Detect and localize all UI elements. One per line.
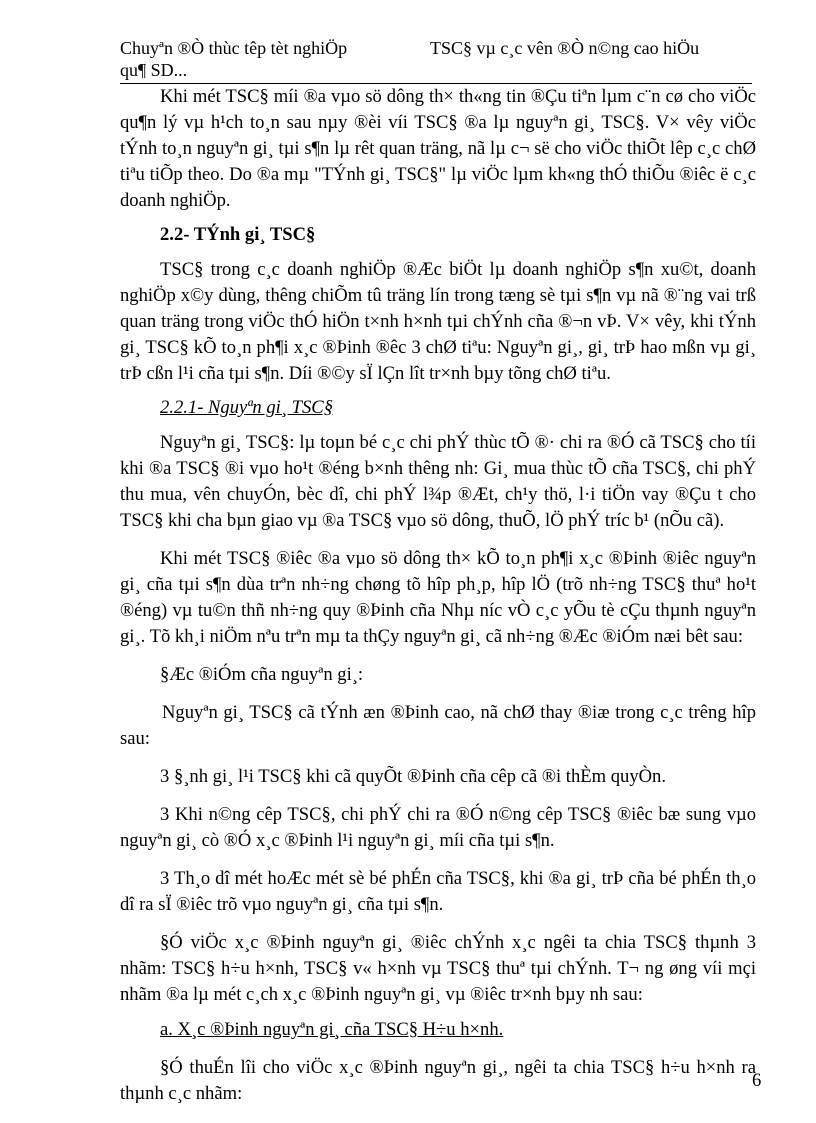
header-left-text: Chuyªn ®Ò thùc têp tèt nghiÖp — [120, 38, 348, 58]
header-continuation-text: qu¶ SD... — [120, 60, 188, 80]
section-heading: 2.2- TÝnh gi¸ TSC§ — [160, 224, 316, 245]
list-item: 3 §¸nh gi¸ l¹i TSC§ khi cã quyÕt ®Þinh cña cêp cã ®i thÈm quyÒn. — [160, 766, 667, 787]
paragraph: Nguyªn gi¸ TSC§ cã tÝnh æn ®Þinh cao, nã chØ thay ®iæ trong c¸c trêng hîp sau: — [120, 702, 756, 749]
list-item: 3 Th¸o dî mét hoÆc mét sè bé phÉn cña TSC§, khi ®a gi¸ trÞ cña bé phÉn th¸o dî ra sÏ ®iêc trõ vµo nguyªn gi¸ cña tµi s¶n. — [120, 868, 756, 915]
paragraph: Khi mét TSC§ ®iêc ®a vµo sö dông th× kÕ to¸n ph¶i x¸c ®Þinh ®iêc nguyªn gi¸ cña tµi s¶n dùa trªn nh÷ng chøng tõ hîp ph¸p, hîp lÖ (trõ nh÷ng TSC§ thuª ho¹t ®éng) vµ tu©n thñ nh÷ng quy ®Þinh cña Nhµ níc vÒ c¸c yÕu tè cÇu thµnh nguyªn gi¸. Tõ kh¸i niÖm nªu trªn mµ ta thÇy nguyªn gi¸ cã nh÷ng ®Æc ®iÓm næi bêt sau: — [120, 548, 756, 647]
paragraph: §Ó thuÉn lîi cho viÖc x¸c ®Þinh nguyªn gi¸, ngêi ta chia TSC§ h÷u h×nh ra thµnh c¸c nhãm: — [120, 1057, 756, 1104]
body-text — [120, 84, 756, 1107]
paragraph: Khi mét TSC§ míi ®a vµo sö dông th× th«ng tin ®Çu tiªn lµm c¨n cø cho viÖc qu¶n lý vµ h¹ch to¸n sau nµy ®èi víi TSC§ ®a lµ nguyªn gi¸ TSC§. V× vêy viÖc tÝnh to¸n nguyªn gi¸ tµi s¶n lµ rêt quan träng, nã lµ c¬ së cho viÖc thiÕt lêp c¸c chØ tiªu tiÕp theo. Do ®a mµ "TÝnh gi¸ TSC§" lµ viÖc lµm kh«ng thÓ thiÕu ®iêc ë c¸c doanh nghiÖp. — [120, 86, 756, 211]
paragraph: Nguyªn gi¸ TSC§: lµ toµn bé c¸c chi phÝ thùc tÕ ®· chi ra ®Ó cã TSC§ cho tíi khi ®a TSC§ ®i vµo ho¹t ®éng b×nh thêng nh: Gi¸ mua thùc tÕ cña TSC§, chi phÝ thu mua, vên chuyÓn, bèc dî, chi phÝ l¾p ®Æt, ch¹y thö, l·i tiÖn vay ®Çu t cho TSC§ khi cha bµn giao vµ ®a TSC§ vµo sö dông, thuÕ, lÖ phÝ tríc b¹ (nÕu cã). — [120, 432, 756, 531]
subsection-heading: a. X¸c ®Þinh nguyªn gi¸ cña TSC§ H÷u h×nh. — [160, 1019, 504, 1040]
paragraph: §Æc ®iÓm cña nguyªn gi¸: — [160, 664, 364, 685]
subsection-heading: 2.2.1- Nguyªn gi¸ TSC§ — [160, 397, 333, 418]
page-number: 6 — [752, 1070, 762, 1091]
paragraph: §Ó viÖc x¸c ®Þinh nguyªn gi¸ ®iêc chÝnh x¸c ngêi ta chia TSC§ thµnh 3 nhãm: TSC§ h÷u h×nh, TSC§ v« h×nh vµ TSC§ thuª tµi chÝnh. T¬ ng øng víi mçi nhãm ®a lµ mét c¸ch x¸c ®Þinh nguyªn gi¸ vµ ®iêc tr×nh bµy nh sau: — [120, 932, 756, 1005]
paragraph: TSC§ trong c¸c doanh nghiÖp ®Æc biÖt lµ doanh nghiÖp s¶n xu©t, doanh nghiÖp x©y dùng, thêng chiÕm tû träng lín trong tæng sè tµi s¶n vµ nã ®¨ng vai trß quan träng trong viÖc thÓ hiÖn t×nh h×nh tµi chÝnh cña ®¬n vÞ. V× vêy, khi tÝnh gi¸ TSC§ kÕ to¸n ph¶i x¸c ®Þinh ®êc 3 chØ tiªu: Nguyªn gi¸, gi¸ trÞ hao mßn vµ gi¸ trÞ cßn l¹i cña tµi s¶n. Díi ®©y sÏ lÇn lît tr×nh bµy tõng chØ tiªu. — [120, 259, 756, 384]
list-item: 3 Khi n©ng cêp TSC§, chi phÝ chi ra ®Ó n©ng cêp TSC§ ®iêc bæ sung vµo nguyªn gi¸ cò ®Ó x¸c ®Þinh l¹i nguyªn gi¸ míi cña tµi s¶n. — [120, 804, 756, 851]
running-header — [120, 37, 752, 84]
header-right-text: TSC§ vµ c¸c vên ®Ò n©ng cao hiÖu — [430, 38, 700, 58]
